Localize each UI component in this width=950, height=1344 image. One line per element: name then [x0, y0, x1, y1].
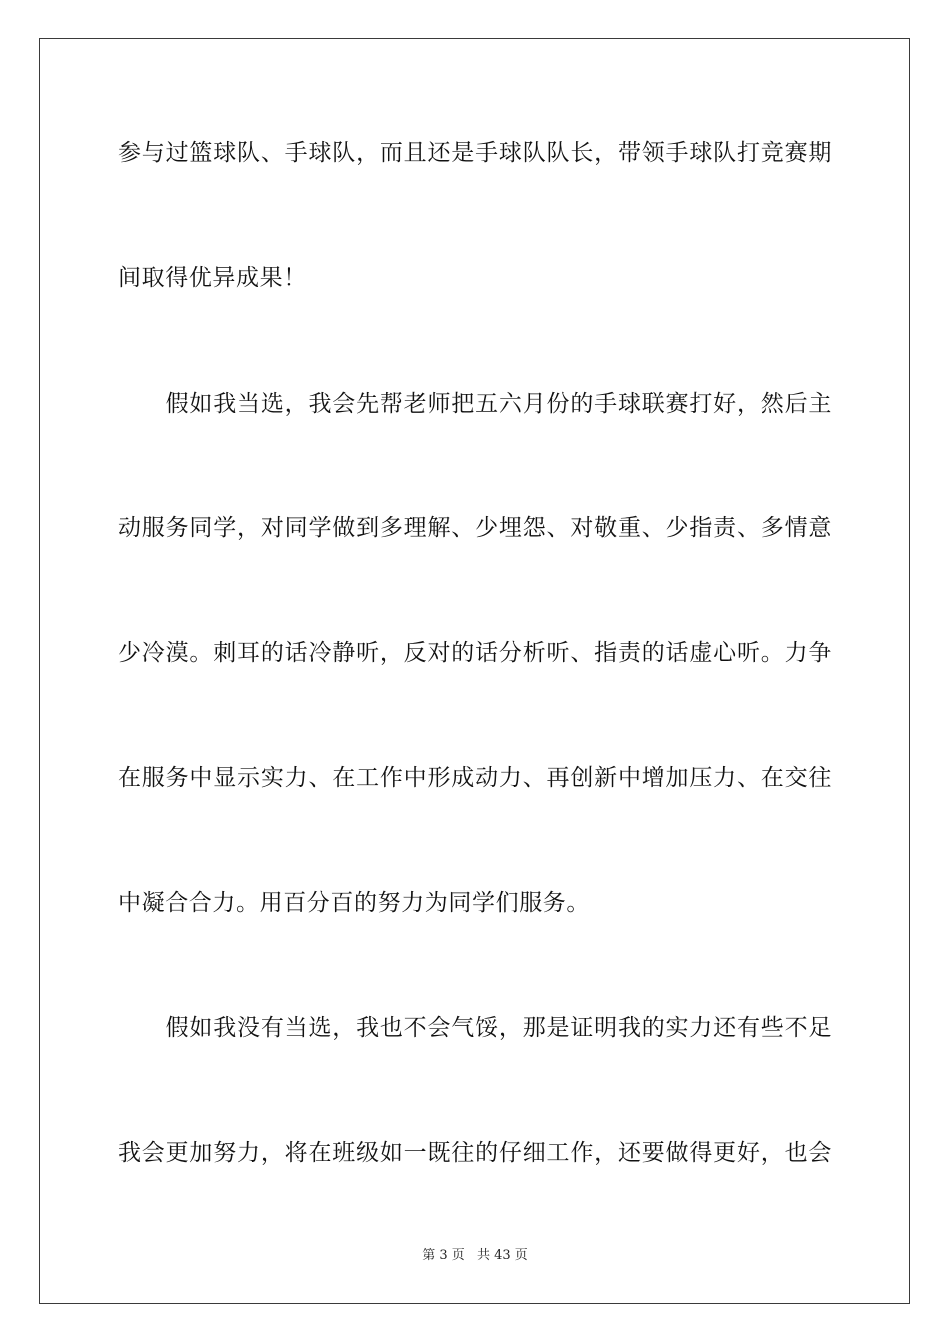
- paragraph-line: 间取得优异成果！: [118, 265, 307, 291]
- page-footer: [0, 1247, 950, 1265]
- paragraph-line: 我会更加努力，将在班级如一既往的仔细工作，还要做得更好，也会: [118, 1140, 832, 1166]
- paragraph-line: 假如我当选，我会先帮老师把五六月份的手球联赛打好，然后主: [118, 391, 832, 417]
- paragraph-line: 中凝合合力。用百分百的努力为同学们服务。: [118, 890, 590, 916]
- paragraph-line: 假如我没有当选，我也不会气馁，那是证明我的实力还有些不足: [118, 1015, 832, 1041]
- paragraph-line: 在服务中显示实力、在工作中形成动力、再创新中增加压力、在交往: [118, 765, 832, 791]
- paragraph-line: 动服务同学，对同学做到多理解、少埋怨、对敬重、少指责、多情意: [118, 515, 832, 541]
- paragraph-line: 参与过篮球队、手球队，而且还是手球队队长，带领手球队打竞赛期: [118, 140, 832, 166]
- page-number: 第 3 页: [422, 1248, 465, 1263]
- page-border: [39, 38, 910, 1304]
- paragraph-line: 少冷漠。刺耳的话冷静听，反对的话分析听、指责的话虚心听。力争: [118, 640, 832, 666]
- page-total: 共 43 页: [476, 1248, 528, 1263]
